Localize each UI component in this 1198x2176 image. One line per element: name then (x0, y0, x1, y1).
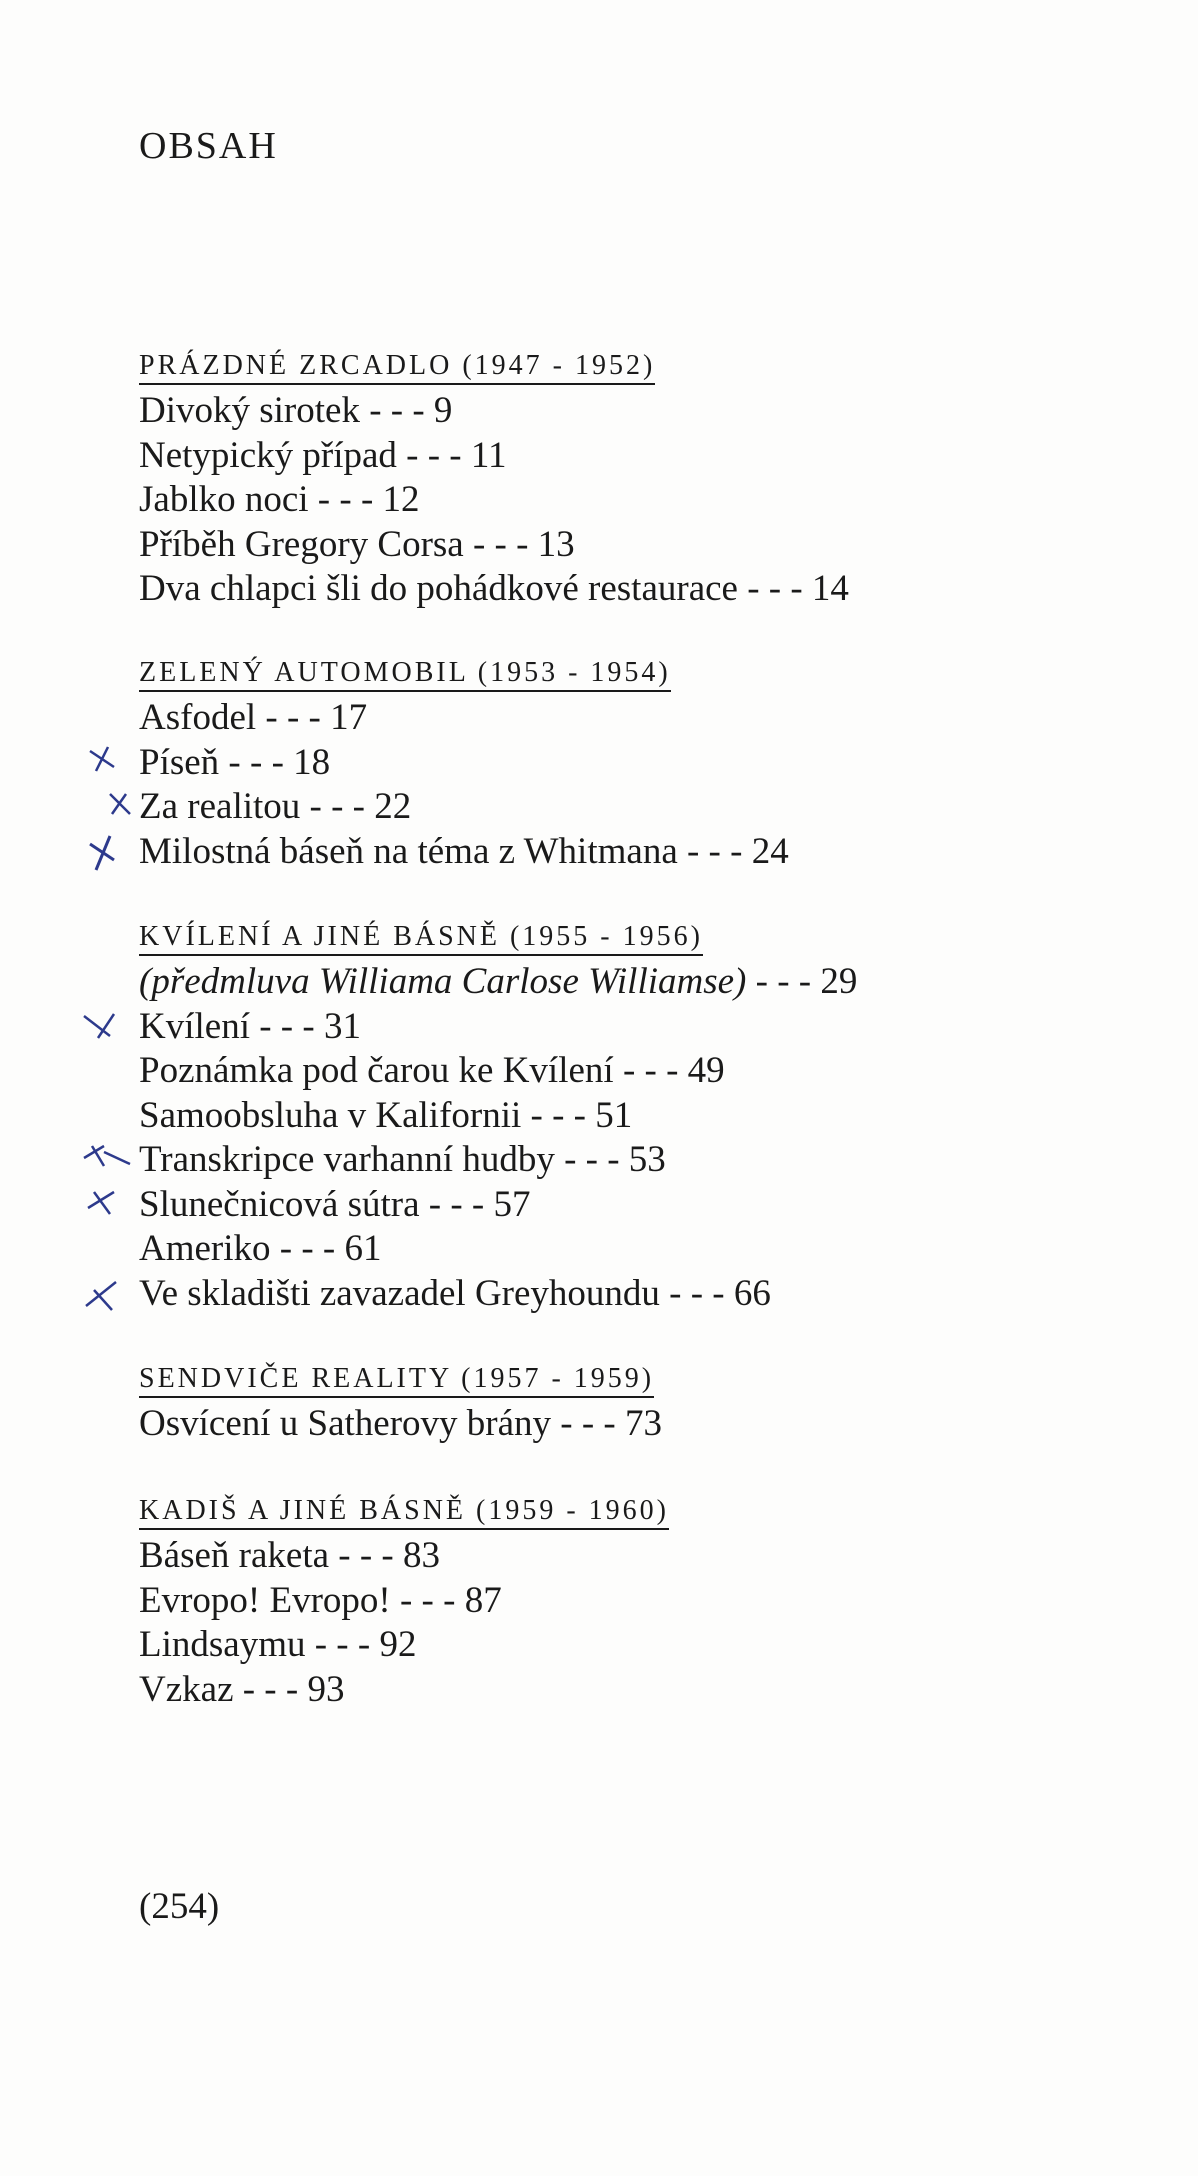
section-title: KVÍLENÍ A JINÉ BÁSNĚ (1955 - 1956) (139, 920, 703, 956)
section-kvileni (139, 920, 857, 1316)
toc-entry: Dva chlapci šli do pohádkové restaurace - - - 14 (139, 568, 849, 609)
toc-entry: Vzkaz - - - 93 (139, 1668, 345, 1710)
toc-entry: Kvílení - - - 31 (139, 1005, 361, 1047)
toc-entry: Osvícení u Satherovy brány - - - 73 (139, 1403, 663, 1444)
toc-entry: Samoobsluha v Kalifornii - - - 51 (139, 1094, 633, 1136)
toc-entry: Ve skladišti zavazadel Greyhoundu - - - 66 (139, 1272, 771, 1314)
toc-entry: Asfodel - - - 17 (139, 697, 368, 738)
toc-entry: Píseň - - - 18 (139, 741, 331, 783)
section-sendvice-reality (139, 1362, 662, 1447)
pen-cross-mark-icon (104, 790, 136, 824)
section-title: SENDVIČE REALITY (1957 - 1959) (139, 1362, 654, 1398)
section-prazdne-zrcadlo (139, 349, 849, 612)
pen-cross-mark-icon (82, 1278, 124, 1318)
section-title: PRÁZDNÉ ZRCADLO (1947 - 1952) (139, 349, 655, 385)
pen-cross-mark-icon (78, 1140, 134, 1176)
toc-entry: Transkripce varhanní hudby - - - 53 (139, 1139, 666, 1180)
toc-entry: Netypický případ - - - 11 (139, 434, 507, 476)
toc-entry: Evropo! Evropo! - - - 87 (139, 1579, 502, 1621)
pen-cross-mark-icon (86, 745, 118, 779)
section-kadis (139, 1494, 669, 1712)
pen-cross-mark-icon (84, 1186, 124, 1222)
toc-entry: Příběh Gregory Corsa - - - 13 (139, 523, 575, 565)
section-title: KADIŠ A JINÉ BÁSNĚ (1959 - 1960) (139, 1494, 669, 1530)
toc-entry: Milostná báseň na téma z Whitmana - - - 24 (139, 830, 789, 872)
toc-entry: Poznámka pod čarou ke Kvílení - - - 49 (139, 1050, 725, 1091)
pen-cross-mark-icon (80, 1010, 120, 1048)
toc-entry: Lindsaymu - - - 92 (139, 1624, 417, 1665)
page-number: (254) (139, 1886, 220, 1927)
toc-entry: Báseň raketa - - - 83 (139, 1535, 441, 1576)
toc-entry: Divoký sirotek - - - 9 (139, 390, 453, 431)
preface-page: - - - 29 (746, 961, 858, 1002)
preface-title: (předmluva Williama Carlose Williamse) (139, 961, 747, 1002)
section-zeleny-automobil (139, 656, 789, 874)
toc-entry: Jablko noci - - - 12 (139, 479, 420, 520)
toc-entry: Za realitou - - - 22 (139, 786, 412, 827)
page-heading: OBSAH (139, 125, 278, 167)
toc-entry-preface (139, 960, 857, 1005)
toc-entry: Slunečnicová sútra - - - 57 (139, 1183, 531, 1225)
section-title: ZELENÝ AUTOMOBIL (1953 - 1954) (139, 656, 671, 692)
pen-cross-mark-icon (86, 830, 122, 880)
toc-entry: Ameriko - - - 61 (139, 1228, 382, 1269)
